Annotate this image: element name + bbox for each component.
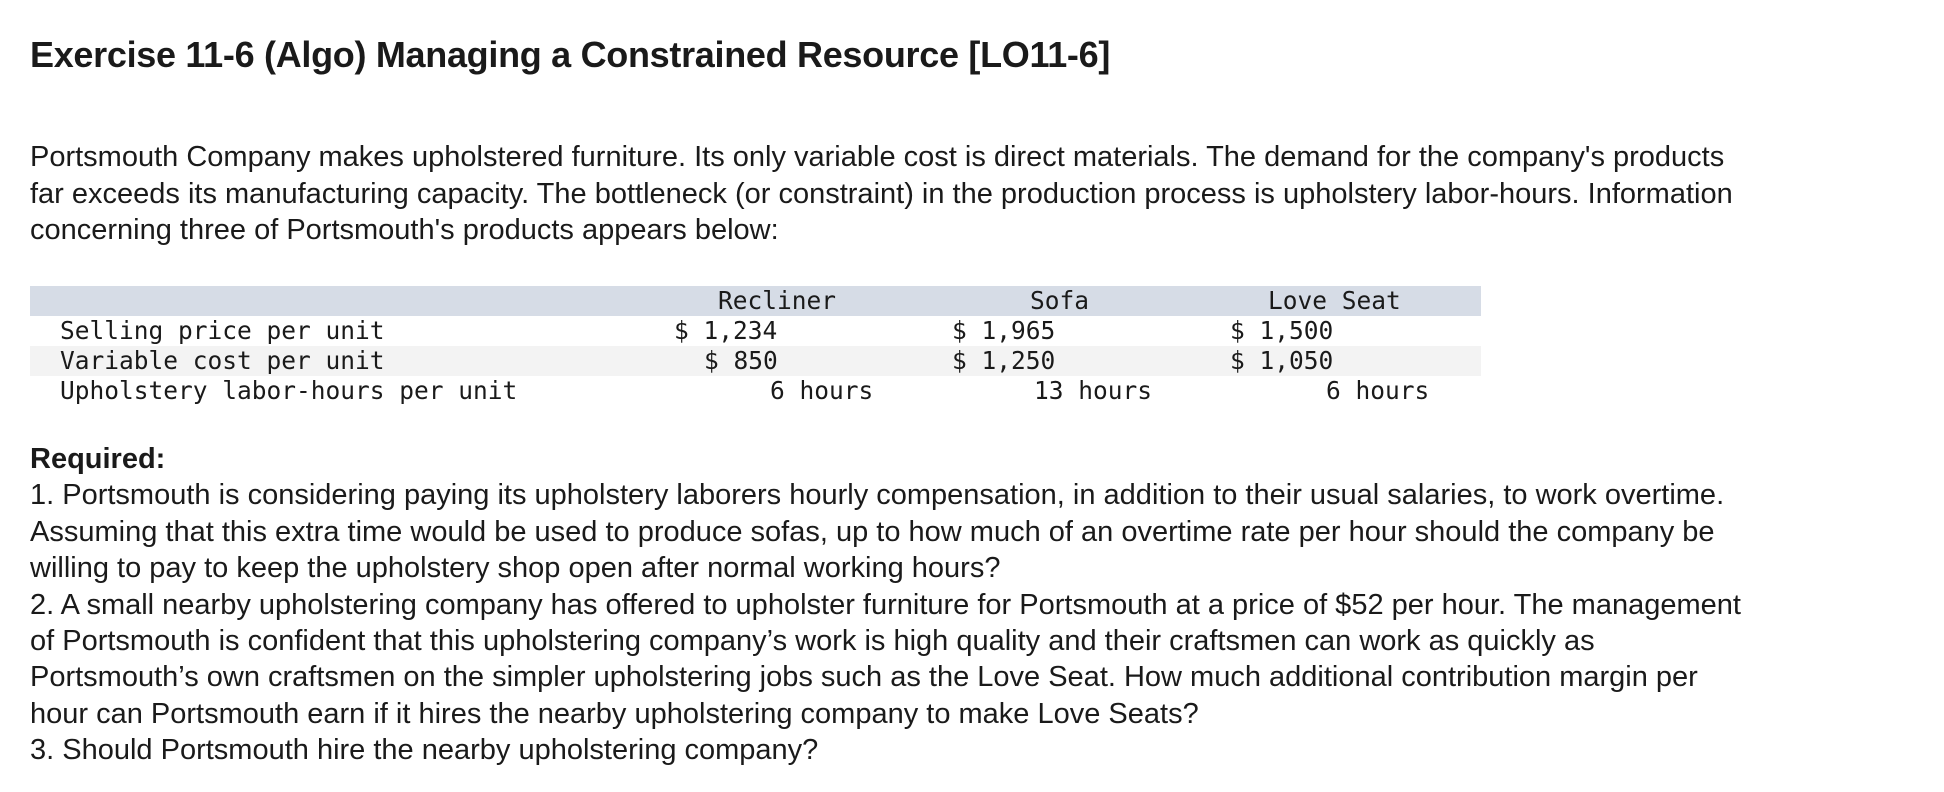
cell-recliner: 6 hours: [770, 376, 874, 405]
table-row-selling-price: [30, 316, 1481, 346]
table-header-row: [30, 286, 1481, 316]
required-heading: Required:: [30, 443, 166, 475]
cell-love-seat: $ 1,500: [1230, 316, 1334, 345]
intro-line: Portsmouth Company makes upholstered furniture. Its only variable cost is direct materials. The demand for the company's products: [30, 141, 1725, 173]
row-label: Variable cost per unit: [60, 346, 385, 375]
intro-line: far exceeds its manufacturing capacity. The bottleneck (or constraint) in the production process is upholstery labor-hours. Information: [30, 177, 1733, 210]
column-header-recliner: Recliner: [718, 286, 837, 315]
cell-sofa: $ 1,250: [952, 346, 1056, 375]
column-header-sofa: Sofa: [1030, 286, 1090, 315]
cell-recliner: $ 850: [704, 346, 778, 375]
intro-line: concerning three of Portsmouth's products appears below:: [30, 214, 779, 246]
required-line: Assuming that this extra time would be used to produce sofas, up to how much of an overtime rate per hour should the company be: [30, 515, 1715, 548]
cell-sofa: $ 1,965: [952, 316, 1056, 345]
required-line: hour can Portsmouth earn if it hires the nearby upholstering company to make Love Seats?: [30, 697, 1199, 730]
product-data-table: [30, 286, 1481, 406]
required-line: 2. A small nearby upholstering company has offered to upholster furniture for Portsmouth at a price of $52 per hour. The management: [30, 588, 1741, 621]
table-row-variable-cost: [30, 346, 1481, 376]
required-line: 1. Portsmouth is considering paying its upholstery laborers hourly compensation, in addition to their usual salaries, to work overtime.: [30, 479, 1725, 512]
required-line: 3. Should Portsmouth hire the nearby upholstering company?: [30, 734, 819, 767]
required-line: Portsmouth’s own craftsmen on the simpler upholstering jobs such as the Love Seat. How much additional contribution margin per: [30, 661, 1698, 694]
cell-love-seat: 6 hours: [1326, 376, 1430, 405]
required-section: [30, 441, 1930, 769]
table-row-labor-hours: [30, 376, 1481, 406]
required-line: willing to pay to keep the upholstery shop open after normal working hours?: [30, 552, 1001, 585]
row-label: Upholstery labor-hours per unit: [60, 376, 518, 405]
row-label: Selling price per unit: [60, 316, 385, 345]
column-header-love-seat: Love Seat: [1268, 286, 1401, 315]
intro-paragraph: [30, 139, 1920, 249]
required-line: of Portsmouth is confident that this upholstering company’s work is high quality and their craftsmen can work as quickly as: [30, 625, 1595, 658]
cell-recliner: $ 1,234: [674, 316, 778, 345]
exercise-title: Exercise 11-6 (Algo) Managing a Constrained Resource [LO11-6]: [30, 34, 1111, 75]
cell-sofa: 13 hours: [1034, 376, 1153, 405]
cell-love-seat: $ 1,050: [1230, 346, 1334, 375]
